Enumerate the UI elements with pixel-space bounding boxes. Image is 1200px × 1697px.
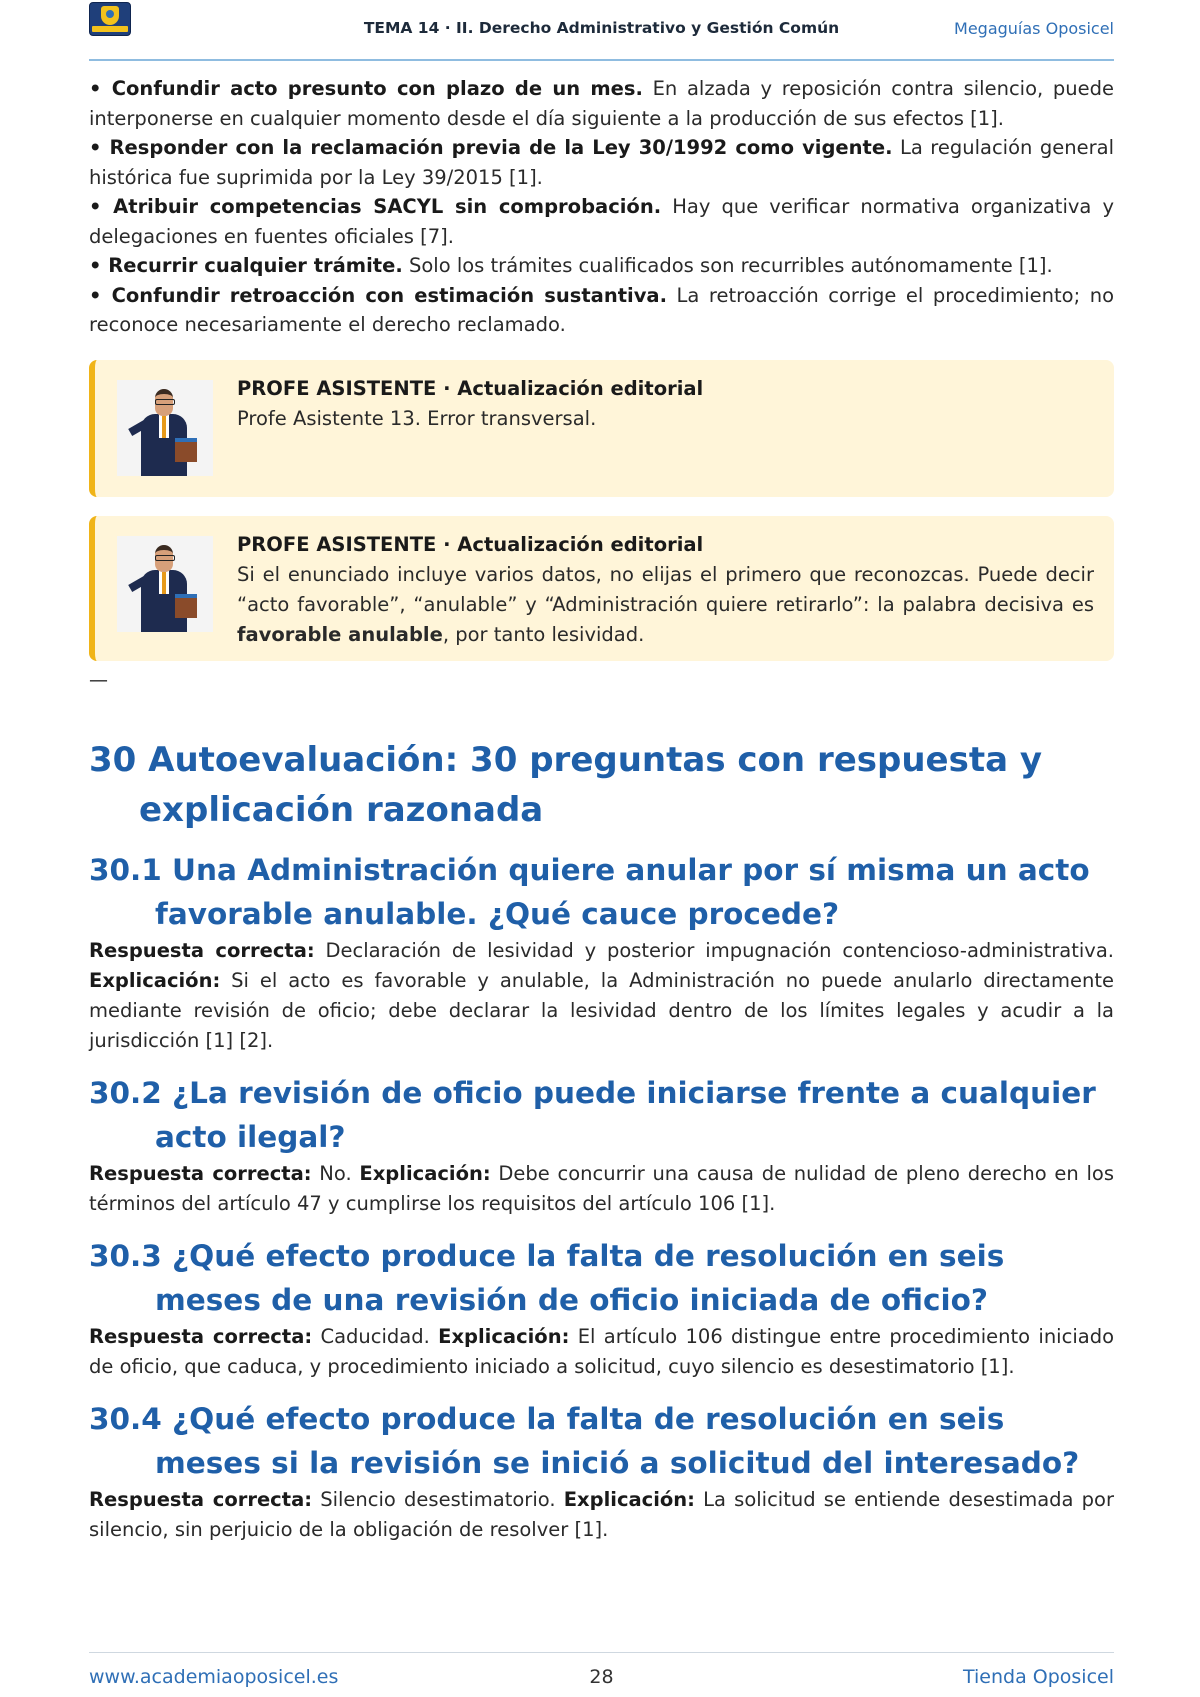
list-item-bold: • Atribuir competencias SACYL sin comprobación. xyxy=(89,195,662,218)
list-item-text: La retroacción corrige el procedimiento; no reconoce necesariamente el derecho reclamado. xyxy=(89,283,1114,336)
list-item xyxy=(89,74,1114,133)
list-item-text: La regulación general histórica fue suprimida por la Ley 39/2015 [1]. xyxy=(89,136,1114,189)
question-title: 30.1 Una Administración quiere anular por sí misma un acto favorable anulable. ¿Qué cauce procede? xyxy=(89,852,1090,931)
answer-text: No. xyxy=(311,1161,360,1185)
explanation-label: Explicación: xyxy=(563,1487,695,1511)
question-answer xyxy=(89,1485,1114,1545)
explanation-text: La solicitud se entiende desestimada por silencio, sin perjuicio de la obligación de resolver [1]. xyxy=(89,1487,1114,1541)
store-link[interactable]: Tienda Oposicel xyxy=(962,1666,1114,1688)
separator: — xyxy=(89,668,108,691)
list-item xyxy=(89,192,1114,251)
section-title: 30 Autoevaluación: 30 preguntas con respuesta y explicación razonada xyxy=(89,739,1043,830)
list-item-text: Hay que verificar normativa organizativa y delegaciones en fuentes oficiales [7]. xyxy=(89,195,1114,248)
explanation-text: Si el acto es favorable y anulable, la Administración no puede anularlo directamente mediante revisión de oficio; debe declarar la lesividad dentro de los límites legales y acudir a la jurisdicción [1] [2]. xyxy=(89,968,1114,1052)
answer-label: Respuesta correcta: xyxy=(89,1487,313,1511)
callout-body: Profe Asistente 13. Error transversal. xyxy=(237,406,597,430)
header-brand: Megaguías Oposicel xyxy=(954,19,1114,38)
answer-text: Silencio desestimatorio. xyxy=(312,1487,564,1511)
question-title: 30.2 ¿La revisión de oficio puede iniciarse frente a cualquier acto ilegal? xyxy=(89,1075,1096,1154)
callout-body xyxy=(237,560,1094,650)
page-number: 28 xyxy=(589,1666,614,1688)
header-title: TEMA 14 · II. Derecho Administrativo y Gestión Común xyxy=(363,19,840,37)
answer-text: Declaración de lesividad y posterior impugnación contencioso-administrativa. xyxy=(314,938,1114,962)
error-list xyxy=(89,74,1114,340)
teacher-callout xyxy=(89,360,1114,497)
explanation-text: Debe concurrir una causa de nulidad de pleno derecho en los términos del artículo 47 y cumplirse los requisitos del artículo 106 [1]. xyxy=(89,1161,1114,1215)
list-item-bold: • Confundir retroacción con estimación sustantiva. xyxy=(89,283,667,307)
callout-title: PROFE ASISTENTE · Actualización editorial xyxy=(237,376,704,400)
callout-body-text: , por tanto lesividad. xyxy=(442,622,645,646)
explanation-label: Explicación: xyxy=(89,968,221,992)
list-item-bold: • Responder con la reclamación previa de la Ley 30/1992 como vigente. xyxy=(89,136,893,159)
answer-label: Respuesta correcta: xyxy=(89,1161,312,1185)
teacher-avatar-icon xyxy=(117,380,213,476)
answer-label: Respuesta correcta: xyxy=(89,1324,313,1348)
question-title: 30.3 ¿Qué efecto produce la falta de resolución en seis meses de una revisión de oficio iniciada de oficio? xyxy=(89,1238,1005,1317)
teacher-avatar-icon xyxy=(117,536,213,632)
callout-body-text: Si el enunciado incluye varios datos, no elijas el primero que reconozcas. Puede decir “acto favorable”, “anulable” y “Administración quiere retirarlo”: la palabra decisiva es xyxy=(237,562,1094,616)
callout-title: PROFE ASISTENTE · Actualización editorial xyxy=(237,532,704,556)
question-answer xyxy=(89,936,1114,1056)
list-item xyxy=(89,133,1114,192)
page-footer xyxy=(89,1652,1114,1697)
explanation-label: Explicación: xyxy=(359,1161,491,1185)
list-item-bold: • Recurrir cualquier trámite. xyxy=(89,254,403,277)
website-link[interactable]: www.academiaoposicel.es xyxy=(89,1666,339,1688)
answer-text: Caducidad. xyxy=(312,1324,439,1348)
page-header xyxy=(89,0,1114,61)
list-item-text: En alzada y reposición contra silencio, puede interponerse en cualquier momento desde el día siguiente a la producción de sus efectos [1]. xyxy=(89,77,1114,130)
question-answer xyxy=(89,1159,1114,1219)
callout-body-bold: favorable anulable xyxy=(237,622,443,646)
teacher-callout xyxy=(89,516,1114,661)
list-item xyxy=(89,281,1114,340)
question-answer xyxy=(89,1322,1114,1382)
answer-label: Respuesta correcta: xyxy=(89,938,315,962)
explanation-label: Explicación: xyxy=(438,1324,570,1348)
explanation-text: El artículo 106 distingue entre procedimiento iniciado de oficio, que caduca, y procedimiento iniciado a solicitud, cuyo silencio es desestimatorio [1]. xyxy=(89,1324,1114,1378)
question-title: 30.4 ¿Qué efecto produce la falta de resolución en seis meses si la revisión se inició a solicitud del interesado? xyxy=(89,1401,1080,1480)
page-content xyxy=(89,74,1114,1545)
list-item-text: Solo los trámites cualificados son recurribles autónomamente [1]. xyxy=(402,254,1053,277)
list-item xyxy=(89,251,1114,281)
list-item-bold: • Confundir acto presunto con plazo de un mes. xyxy=(89,77,643,100)
